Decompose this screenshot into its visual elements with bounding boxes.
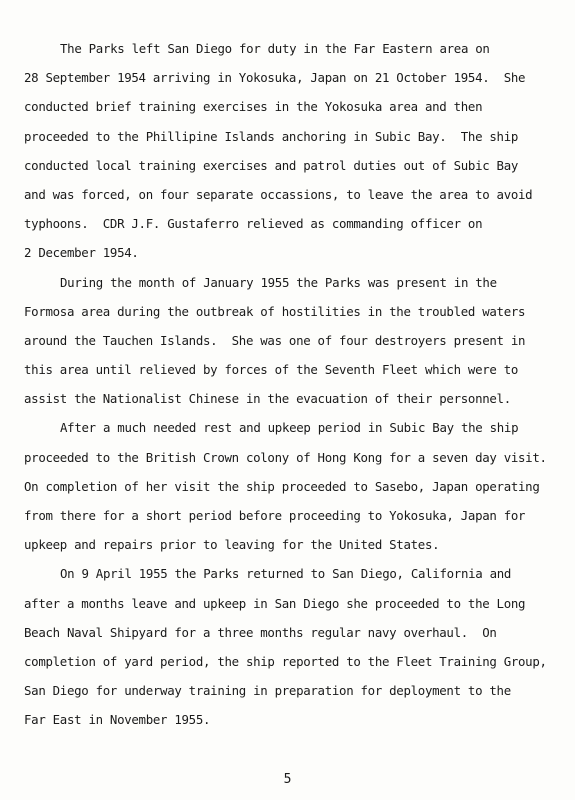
- text-line: typhoons. CDR J.F. Gustaferro relieved as commanding officer on: [24, 216, 483, 232]
- paragraph: [24, 413, 554, 559]
- text-line: On 9 April 1955 the Parks returned to San Diego, California and: [60, 566, 512, 582]
- text-line: conducted brief training exercises in the Yokosuka area and then: [24, 99, 483, 115]
- text-line: Formosa area during the outbreak of hostilities in the troubled waters: [24, 303, 526, 319]
- paragraph: [24, 559, 554, 734]
- text-line: On completion of her visit the ship proceeded to Sasebo, Japan operating: [24, 478, 540, 494]
- text-line: proceeded to the British Crown colony of Hong Kong for a seven day visit.: [24, 449, 547, 465]
- text-line: conducted local training exercises and patrol duties out of Subic Bay: [24, 157, 519, 173]
- text-line: from there for a short period before proceeding to Yokosuka, Japan for: [24, 508, 526, 523]
- text-line: completion of yard period, the ship reported to the Fleet Training Group,: [24, 653, 547, 669]
- text-line: San Diego for underway training in preparation for deployment to the: [24, 683, 511, 699]
- page-number: 5: [283, 772, 292, 787]
- text-line: 2 December 1954.: [24, 245, 139, 261]
- text-line: assist the Nationalist Chinese in the evacuation of their personnel.: [24, 391, 511, 407]
- text-line: The Parks left San Diego for duty in the Far Eastern area on: [60, 41, 490, 56]
- text-line: this area until relieved by forces of the Seventh Fleet which were to: [24, 362, 519, 378]
- text-line: After a much needed rest and upkeep period in Subic Bay the ship: [60, 420, 519, 436]
- text-line: 28 September 1954 arriving in Yokosuka, Japan on 21 October 1954. She: [24, 70, 526, 86]
- body-text: [24, 34, 554, 735]
- text-line: During the month of January 1955 the Parks was present in the: [60, 274, 497, 290]
- text-line: Far East in November 1955.: [24, 712, 211, 728]
- paragraph: [24, 268, 554, 414]
- text-line: around the Tauchen Islands. She was one of four destroyers present in: [24, 332, 526, 348]
- text-line: upkeep and repairs prior to leaving for the United States.: [24, 537, 440, 553]
- text-line: and was forced, on four separate occassions, to leave the area to avoid: [24, 186, 533, 202]
- text-line: proceeded to the Phillipine Islands anchoring in Subic Bay. The ship: [24, 128, 519, 144]
- text-line: Beach Naval Shipyard for a three months regular navy overhaul. On: [24, 624, 497, 640]
- paragraph: [24, 34, 554, 268]
- text-line: after a months leave and upkeep in San Diego she proceeded to the Long: [24, 595, 526, 611]
